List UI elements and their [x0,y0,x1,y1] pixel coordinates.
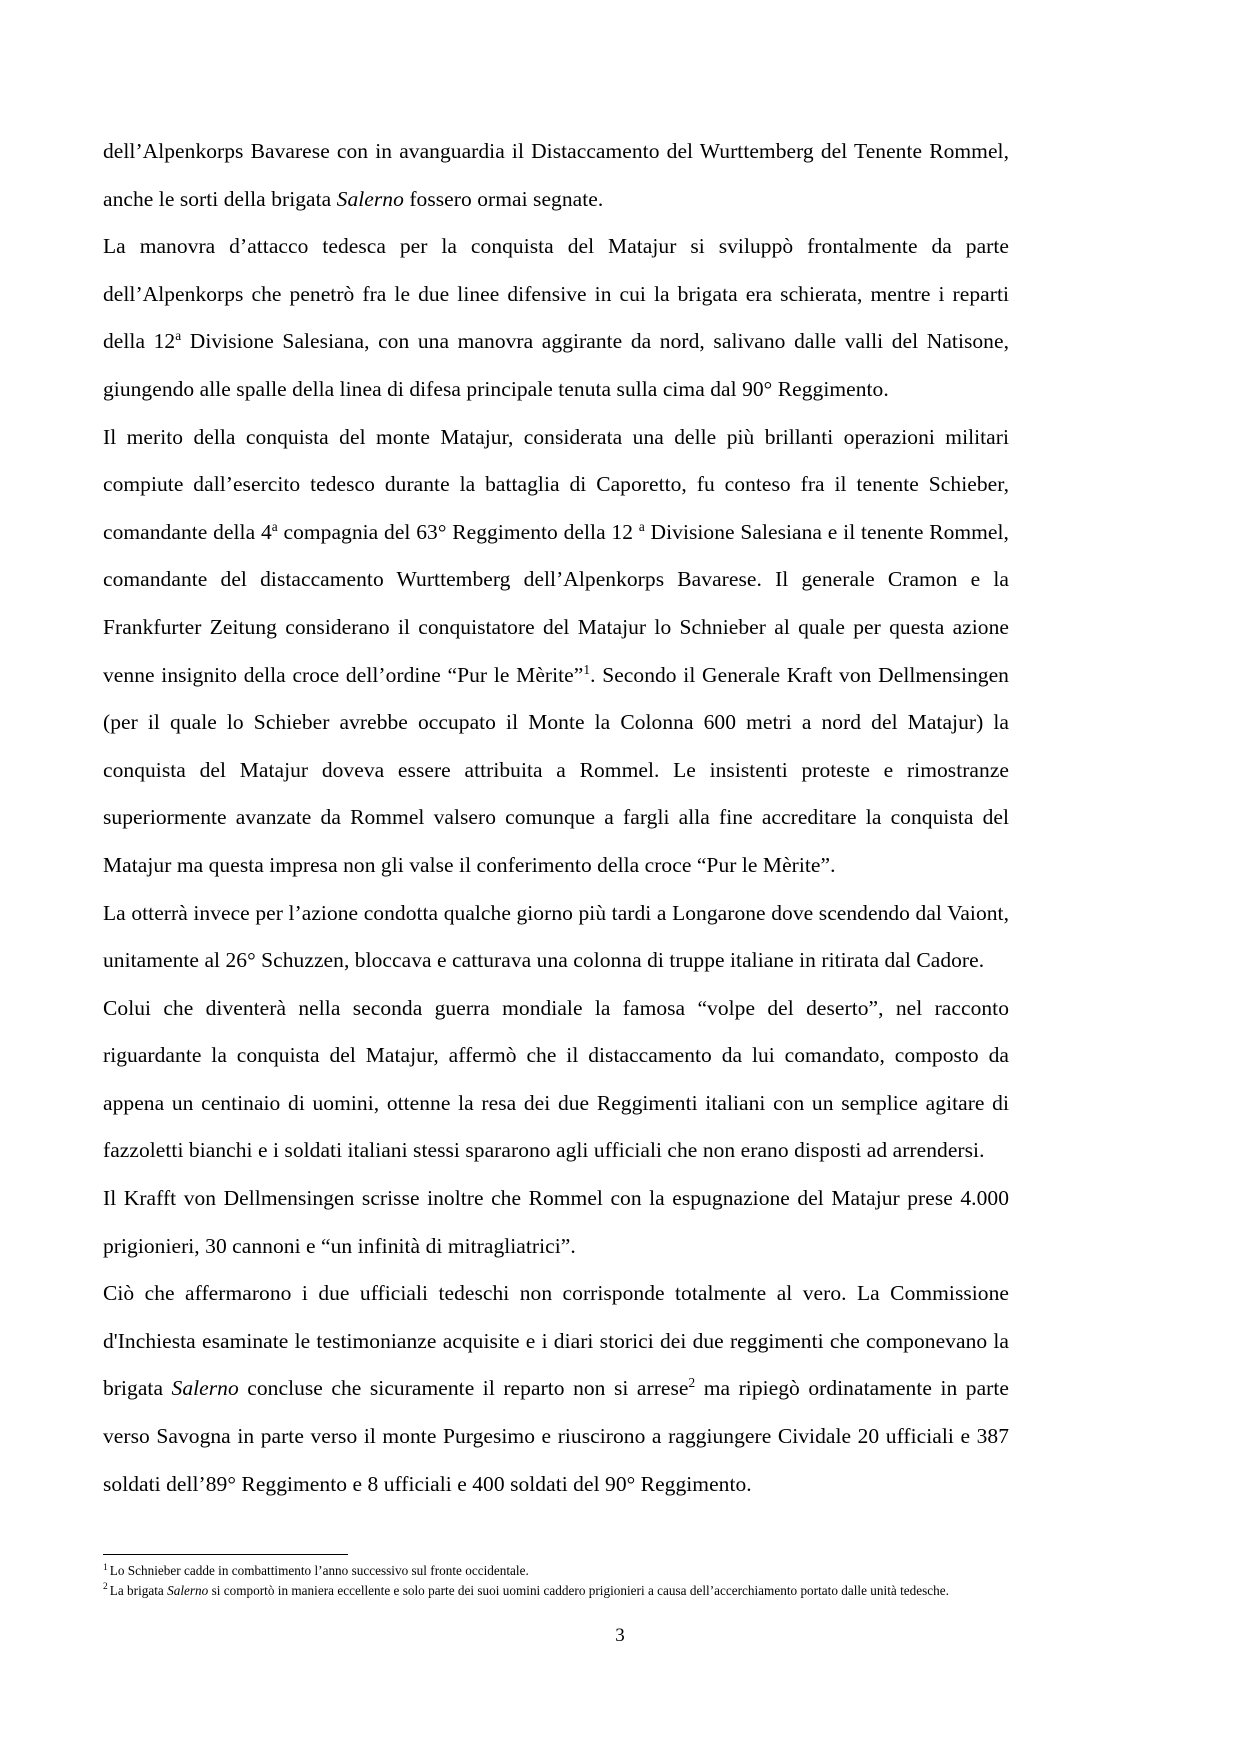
body-paragraph: Il merito della conquista del monte Matajur, considerata una delle più brillanti operazioni militari compiute dall’esercito tedesco durante la battaglia di Caporetto, fu conteso fra il tenente Schieber, comandante della 4$^a$ compagnia del 63° Reggimento della 12 $^a$ Divisione Salesiana e il tenente Rommel, comandante del distaccamento Wurttemberg dell’Alpenkorps Bavarese. Il generale Cramon e la Frankfurter Zeitung considerano il conquistatore del Matajur lo Schnieber al quale per questa azione venne insignito della croce dell’ordine “Pur le Mèrite”$^1$. Secondo il Generale Kraft von Dellmensingen (per il quale lo Schieber avrebbe occupato il Monte la Colonna 600 metri a nord del Matajur) la conquista del Matajur doveva essere attribuita a Rommel. Le insistenti proteste e rimostranze superiormente avanzate da Rommel valsero comunque a fargli alla fine accreditare la conquista del Matajur ma questa impresa non gli valse il conferimento della croce “Pur le Mèrite”. [103,424,1009,877]
footnote-marker: 1 [103,1562,108,1573]
body-paragraph: La manovra d’attacco tedesca per la conquista del Matajur si sviluppò frontalmente da parte dell’Alpenkorps che penetrò fra le due linee difensive in cui la brigata era schierata, mentre i reparti della 12$^a$ Divisione Salesiana, con una manovra aggirante da nord, salivano dalle valli del Natisone, giungendo alle spalle della linea di difesa principale tenuta sulla cima dal 90° Reggimento. [103,234,1009,401]
body-paragraph: Colui che diventerà nella seconda guerra mondiale la famosa “volpe del deserto”, nel racconto riguardante la conquista del Matajur, affermò che il distaccamento da lui comandato, composto da appena un centinaio di uomini, ottenne la resa dei due Reggimenti italiani con un semplice agitare di fazzoletti bianchi e i soldati italiani stessi spararono agli ufficiali che non erano disposti ad arrendersi. [103,995,1009,1163]
page-number: 3 [615,1625,625,1646]
footnote-entry: $^2$ La brigata Salerno si comportò in maniera eccellente e solo parte dei suoi uomini caddero prigionieri a causa dell’accerchiamento portato dalle unità tedesche. [103,1582,949,1598]
italic-run: Salerno [336,186,404,211]
ordinal-superscript: a [175,328,182,344]
italic-run: Salerno [171,1376,239,1401]
footnote-area [103,1554,1018,1600]
footnote-marker: 2 [103,1582,108,1593]
body-paragraph: Il Krafft von Dellmensingen scrisse inoltre che Rommel con la espugnazione del Matajur prese 4.000 prigionieri, 30 cannoni e “un infinità di mitragliatrici”. [103,1186,1009,1258]
body-text-column [103,128,1009,1508]
ordinal-superscript: a [638,518,645,534]
footnote-reference[interactable]: 1 [583,661,591,677]
footnote-entry: $^1$ Lo Schnieber cadde in combattimento l’anno successivo sul fronte occidentale. [103,1562,529,1578]
ordinal-superscript: a [271,518,278,534]
italic-run: Salerno [167,1582,209,1598]
footnote-separator-rule [103,1554,348,1555]
body-paragraph: Ciò che affermarono i due ufficiali tedeschi non corrisponde totalmente al vero. La Commissione d'Inchiesta esaminate le testimonianze acquisite e i diari storici dei due reggimenti che componevano la brigata Salerno concluse che sicuramente il reparto non si arrese$^2$ ma ripiegò ordinatamente in parte verso Savogna in parte verso il monte Purgesimo e riuscirono a raggiungere Cividale 20 ufficiali e 387 soldati dell’89° Reggimento e 8 ufficiali e 400 soldati del 90° Reggimento. [103,1281,1010,1496]
body-paragraph: dell’Alpenkorps Bavarese con in avanguardia il Distaccamento del Wurttemberg del Tenente Rommel, anche le sorti della brigata Salerno fossero ormai segnate. [103,139,1009,211]
body-paragraph: La otterrà invece per l’azione condotta qualche giorno più tardi a Longarone dove scendendo dal Vaiont, unitamente al 26° Schuzzen, bloccava e catturava una colonna di truppe italiane in ritirata dal Cadore. [103,900,1009,973]
footnote-reference[interactable]: 2 [688,1375,696,1391]
